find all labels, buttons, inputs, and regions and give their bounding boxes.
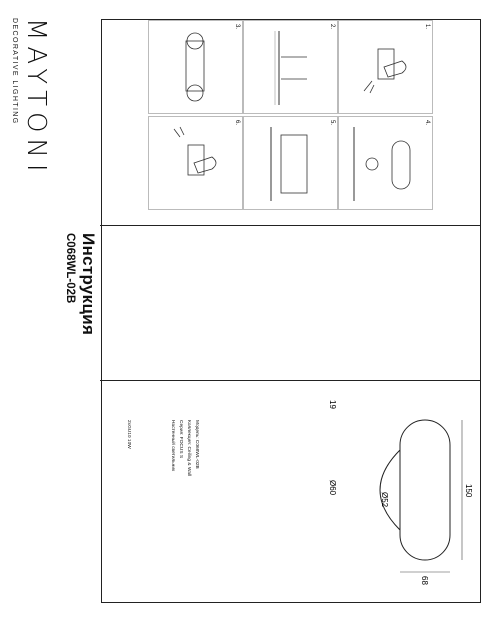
model-number: C068WL-02B — [64, 233, 76, 304]
installation-steps — [148, 20, 433, 210]
step-number: 2. — [329, 24, 335, 30]
dim-length: 150 — [464, 484, 473, 498]
section-divider — [100, 225, 480, 226]
mounting-base — [380, 450, 400, 530]
dim-base-diameter: Ø60 — [328, 480, 337, 496]
step-number: 4. — [424, 120, 430, 126]
step-5-illustration — [242, 117, 337, 211]
step-number: 5. — [329, 120, 335, 126]
step-1 — [338, 20, 433, 114]
series-value: FOCUS S — [178, 436, 183, 459]
step-number: 3. — [234, 24, 240, 30]
step-1-illustration — [337, 21, 432, 115]
step-6 — [148, 116, 243, 210]
dim-tube-diameter: Ø52 — [380, 492, 389, 508]
lamp-spec: 2xGU10 10W — [126, 420, 131, 449]
dim-height: 68 — [420, 576, 429, 585]
collection-value: Ceiling & Wall — [186, 446, 191, 477]
model-value: C068WL-02B — [194, 439, 199, 469]
step-number: 6. — [234, 120, 240, 126]
step-5 — [243, 116, 338, 210]
step-4 — [338, 116, 433, 210]
lamp-tube — [400, 420, 450, 560]
dim-base-depth: 19 — [328, 400, 337, 409]
model-label: Модель: — [194, 420, 199, 439]
dimension-drawing — [210, 380, 480, 602]
product-type: Настенный светильник — [170, 420, 175, 472]
document-header — [8, 233, 98, 613]
product-info — [101, 380, 211, 602]
document-title: Инструкция — [79, 233, 98, 336]
collection-label: Коллекция: — [186, 420, 191, 446]
step-2 — [243, 20, 338, 114]
step-4-illustration — [337, 117, 432, 211]
step-3 — [148, 20, 243, 114]
brand-tagline: DECORATIVE LIGHTING — [11, 18, 18, 125]
brand-block — [1, 18, 51, 218]
step-6-illustration — [147, 117, 242, 211]
step-number: 1. — [424, 24, 430, 30]
step-3-illustration — [147, 21, 242, 115]
step-2-illustration — [242, 21, 337, 115]
series-label: Серия: — [178, 420, 183, 436]
brand-logo: MAYTONI — [21, 18, 51, 178]
